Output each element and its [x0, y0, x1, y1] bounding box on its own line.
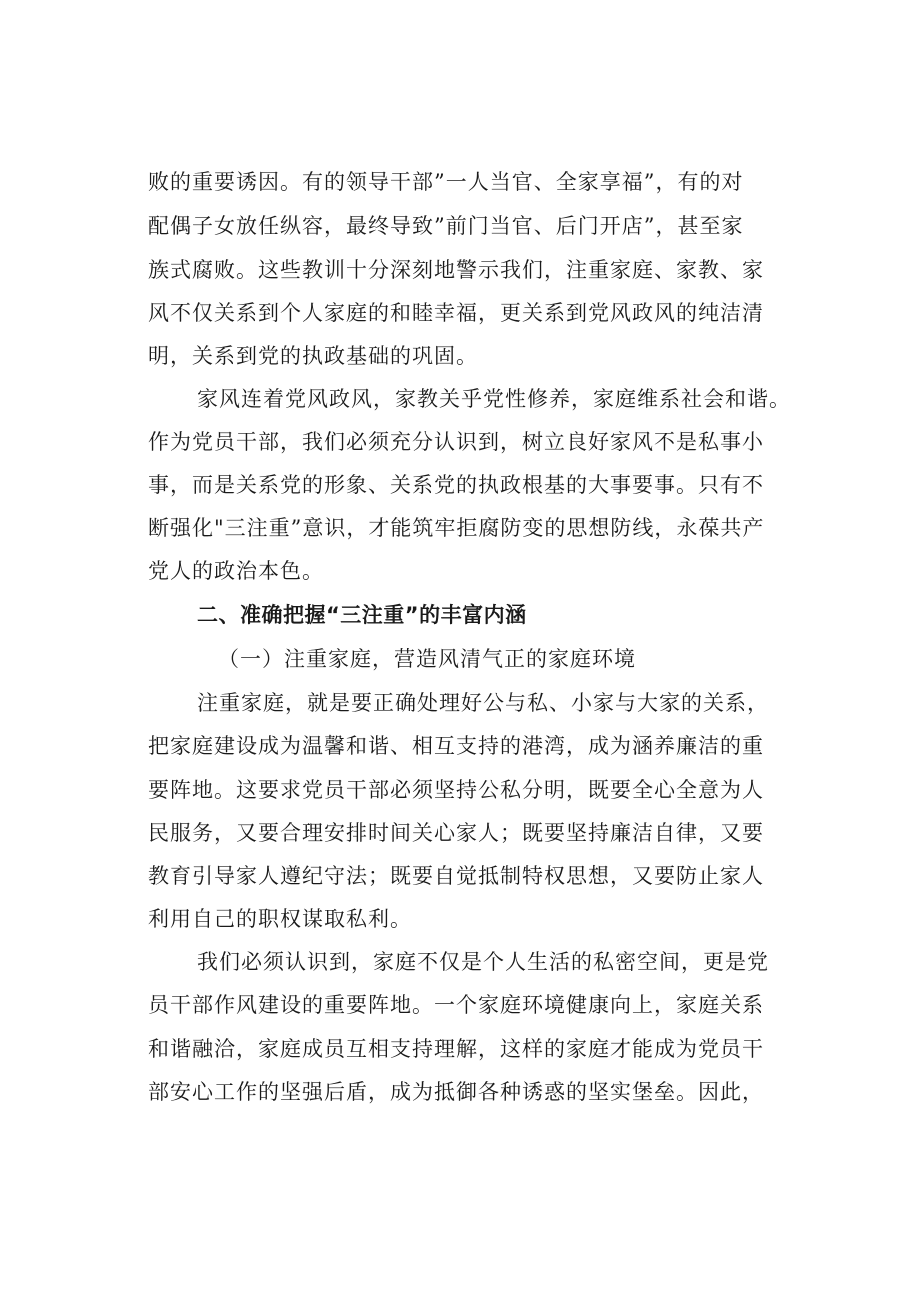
paragraph-line: 教育引导家人遵纪守法；既要自觉抵制特权思想，又要防止家人 — [148, 864, 764, 888]
paragraph-line: 配偶子女放任纵容，最终导致”前门当官、后门开店”，甚至家 — [148, 214, 744, 238]
paragraph-line: 作为党员干部，我们必须充分认识到，树立良好家风不是私事小 — [148, 430, 764, 454]
paragraph-line: 部安心工作的坚强后盾，成为抵御各种诱惑的坚实堡垒。因此， — [148, 1080, 764, 1104]
paragraph-line: 族式腐败。这些教训十分深刻地警示我们，注重家庭、家教、家 — [148, 258, 764, 282]
paragraph-line: 风不仅关系到个人家庭的和睦幸福，更关系到党风政风的纯洁清 — [148, 301, 764, 325]
paragraph-line: 民服务，又要合理安排时间关心家人；既要坚持廉洁自律，又要 — [148, 821, 764, 845]
paragraph-line: 把家庭建设成为温馨和谐、相互支持的港湾，成为涵养廉洁的重 — [148, 734, 764, 758]
paragraph-line: 要阵地。这要求党员干部必须坚持公私分明，既要全心全意为人 — [148, 778, 764, 802]
paragraph-line: 党人的政治本色。 — [148, 559, 324, 583]
paragraph-line: 我们必须认识到，家庭不仅是个人生活的私密空间，更是党 — [197, 950, 769, 974]
subsection-heading: （一）注重家庭，营造风清气正的家庭环境 — [218, 647, 636, 671]
paragraph-line: 利用自己的职权谋取私利。 — [148, 907, 412, 931]
paragraph-line: 注重家庭，就是要正确处理好公与私、小家与大家的关系， — [197, 691, 769, 715]
paragraph-line: 明，关系到党的执政基础的巩固。 — [148, 344, 478, 368]
paragraph-line: 家风连着党风政风，家教关乎党性修养，家庭维系社会和谐。 — [197, 387, 791, 411]
paragraph-line: 员干部作风建设的重要阵地。一个家庭环境健康向上，家庭关系 — [148, 993, 764, 1017]
paragraph-line: 败的重要诱因。有的领导干部”一人当官、全家享福”，有的对 — [148, 170, 744, 194]
paragraph-line: 和谐融洽，家庭成员互相支持理解，这样的家庭才能成为党员干 — [148, 1037, 764, 1061]
paragraph-line: 事，而是关系党的形象、关系党的执政根基的大事要事。只有不 — [148, 473, 764, 497]
section-heading: 二、准确把握“三注重”的丰富内涵 — [197, 603, 527, 627]
paragraph-line: 断强化"三注重”意识，才能筑牢拒腐防变的思想防线，永葆共产 — [148, 516, 765, 540]
